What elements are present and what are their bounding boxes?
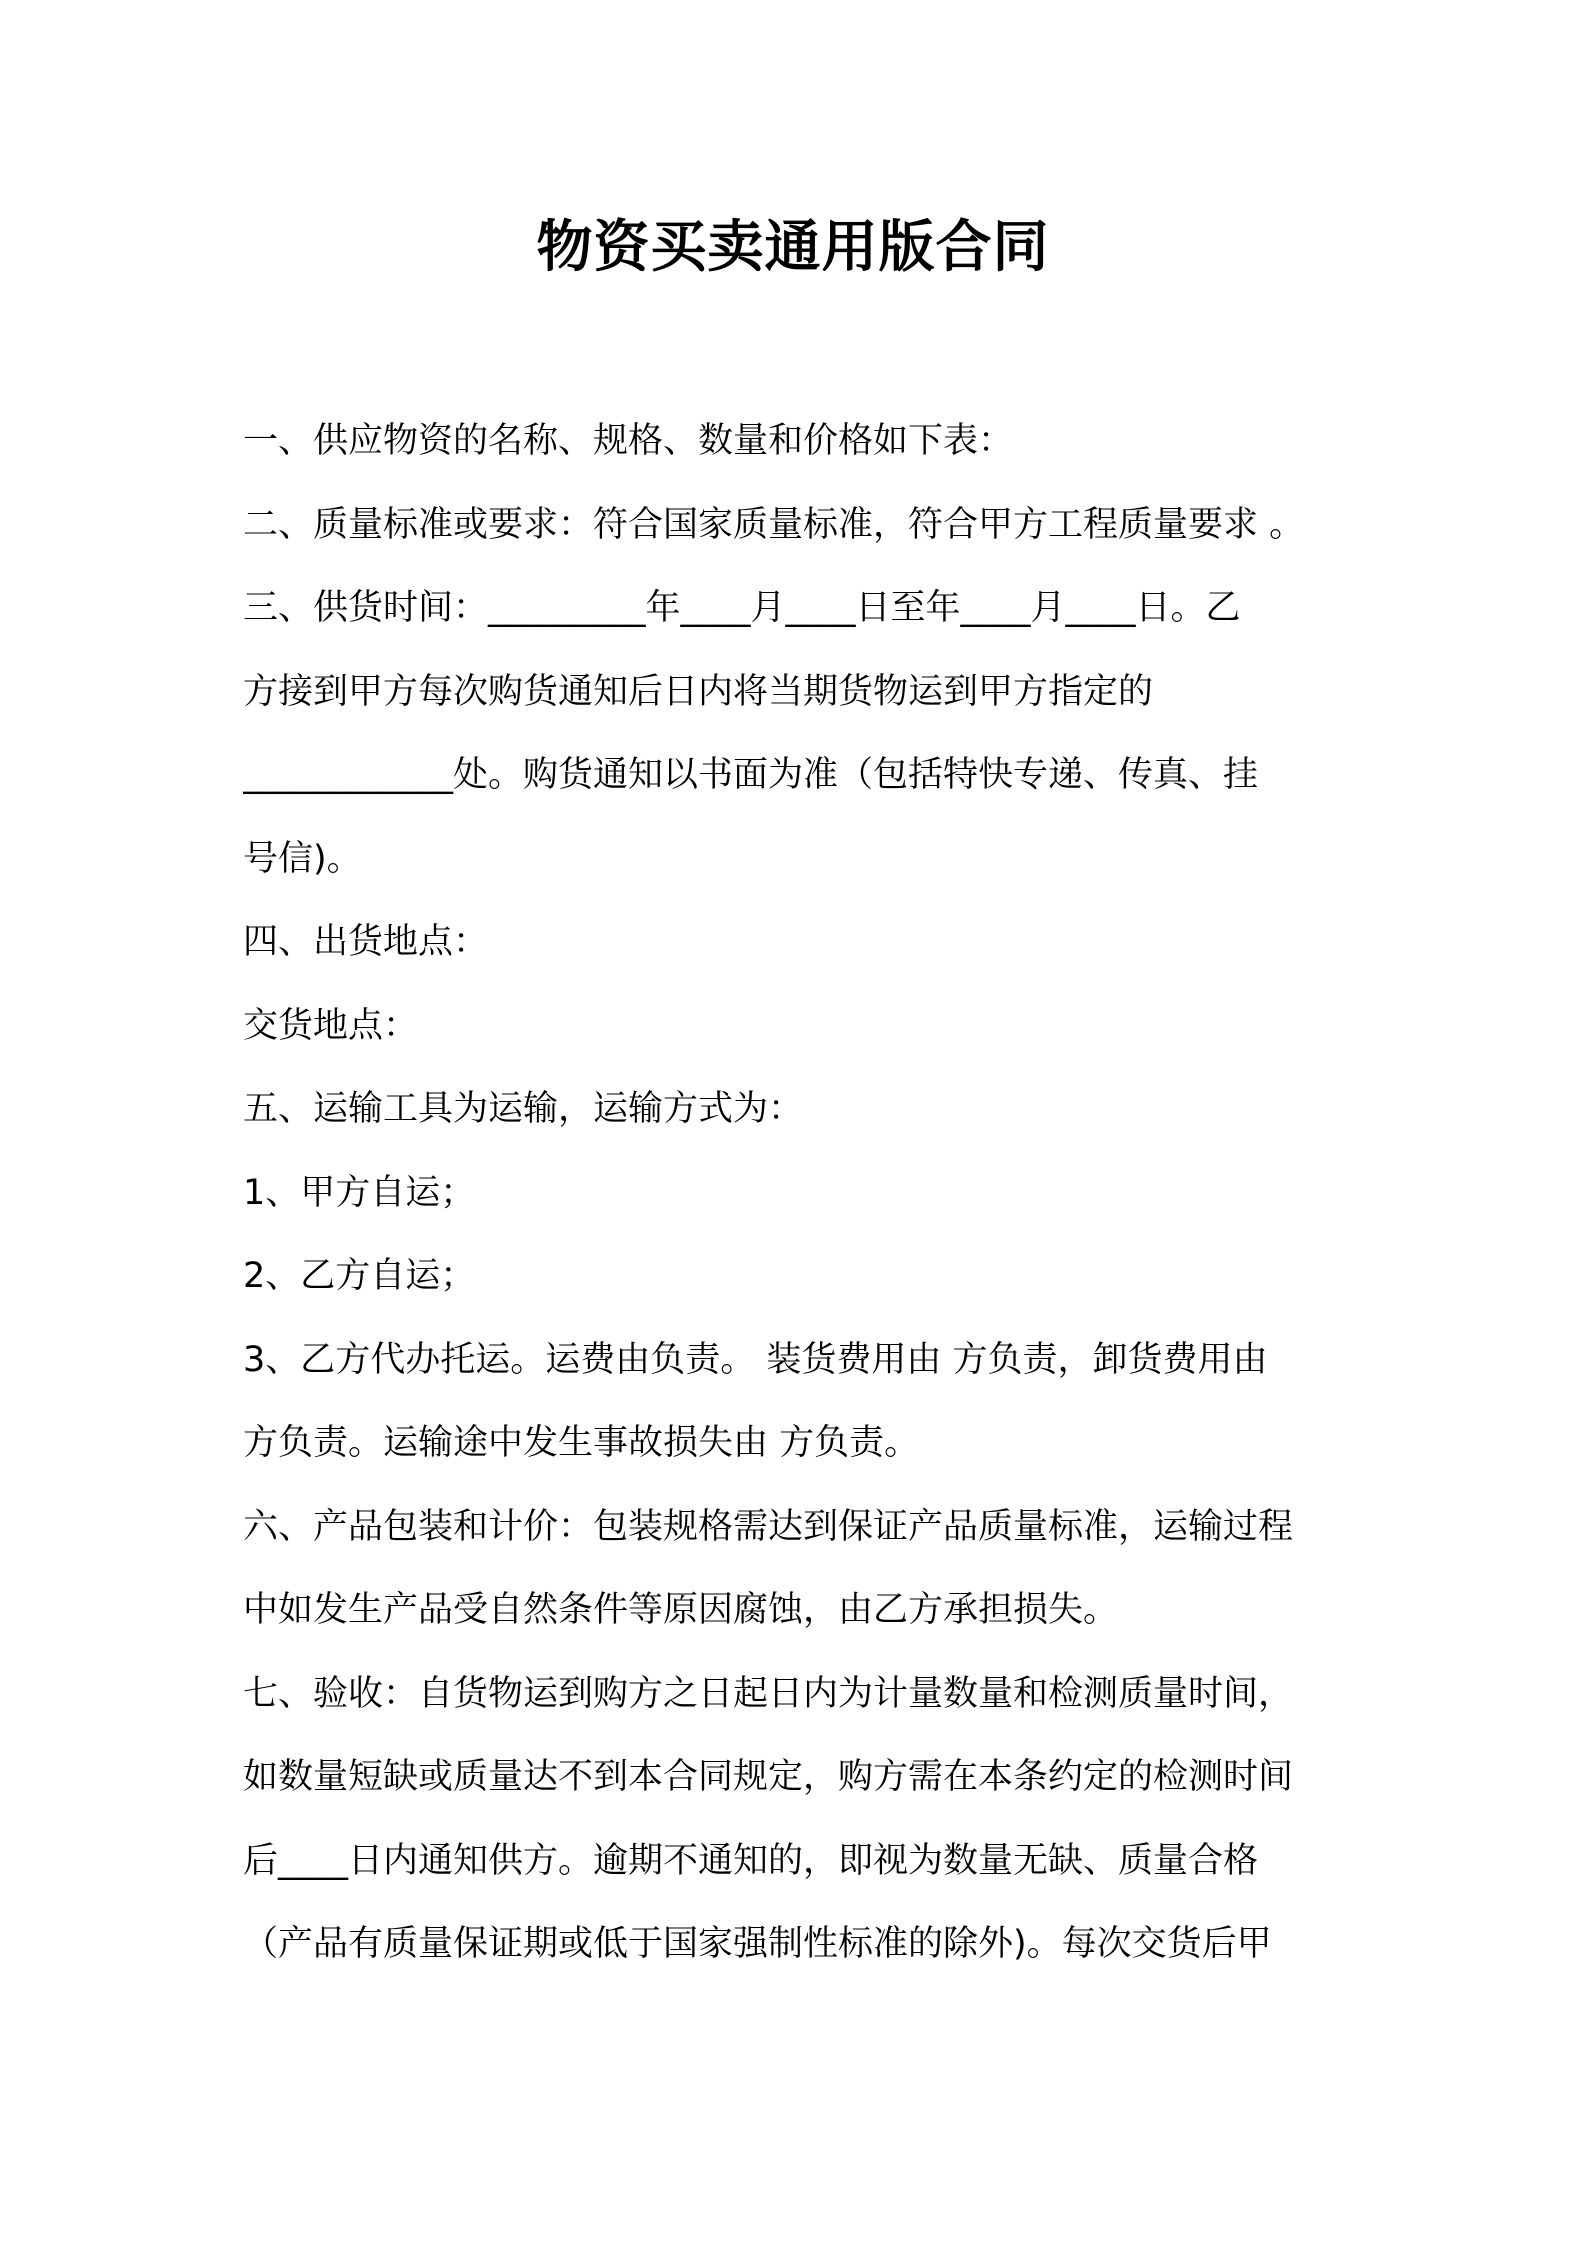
clause-7-line-3: 后____日内通知供方。逾期不通知的，即视为数量无缺、质量合格: [243, 1840, 1259, 1881]
clause-7-line-1: 七、验收：自货物运到购方之日起日内为计量数量和检测质量时间，: [243, 1673, 1294, 1714]
clause-5-option-3-line-1: 3、乙方代办托运。运费由负责。 装货费用由 方负责，卸货费用由: [243, 1339, 1268, 1380]
clause-3-line-1: 三、供货时间：_________年____月____日至年____月____日。乙: [243, 588, 1241, 628]
clause-3-line-2: 方接到甲方每次购货通知后日内将当期货物运到甲方指定的: [243, 671, 1154, 712]
clause-3-line-4: 号信)。: [243, 838, 362, 879]
clause-4-shipping-point: 四、出货地点：: [243, 922, 489, 962]
clause-3-line-3: ____________处。购货通知以书面为准（包括特快专递、传真、挂: [243, 755, 1259, 795]
clause-6-line-2: 中如发生产品受自然条件等原因腐蚀，由乙方承担损失。: [243, 1590, 1119, 1630]
clause-7-line-4: （产品有质量保证期或低于国家强制性标准的除外)。每次交货后甲: [243, 1924, 1272, 1964]
clause-2-line: 二、质量标准或要求：符合国家质量标准，符合甲方工程质量要求 。: [243, 504, 1305, 545]
clause-1-line: 一、供应物资的名称、规格、数量和价格如下表：: [243, 421, 1014, 461]
clause-5-option-3-line-2: 方负责。运输途中发生事故损失由 方负责。: [243, 1423, 920, 1463]
clause-5-option-1: 1、甲方自运；: [243, 1172, 476, 1213]
clause-5-line: 五、运输工具为运输，运输方式为：: [243, 1089, 804, 1129]
clause-4-delivery-point: 交货地点：: [243, 1005, 419, 1046]
clause-7-line-2: 如数量短缺或质量达不到本合同规定，购方需在本条约定的检测时间: [243, 1757, 1294, 1797]
document-title: 物资买卖通用版合同: [536, 215, 1050, 280]
document-body: [243, 400, 1383, 1987]
clause-5-option-2: 2、乙方自运；: [243, 1256, 476, 1296]
clause-6-line-1: 六、产品包装和计价：包装规格需达到保证产品质量标准，运输过程: [243, 1506, 1294, 1547]
